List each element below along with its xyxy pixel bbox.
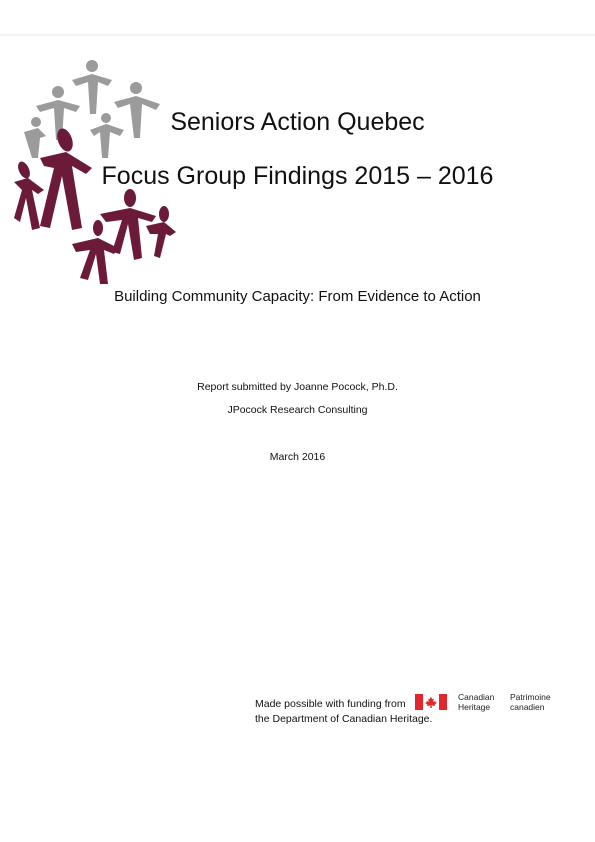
funding-statement [255,697,432,727]
funding-line-2: the Department of Canadian Heritage. [255,713,433,725]
organization-line: JPocock Research Consulting [227,404,368,416]
patrimoine-canadien-wordmark: Patrimoine canadien [510,692,551,712]
report-subtitle: Building Community Capacity: From Evidence to Action [114,288,481,305]
canada-flag-icon [415,694,447,710]
canadian-heritage-wordmark: Canadian Heritage [458,692,495,712]
funding-line-1: Made possible with funding from [255,698,406,710]
report-title-line-1: Seniors Action Quebec [170,108,425,136]
report-title-line-2: Focus Group Findings 2015 – 2016 [101,162,494,190]
page-top-edge [0,0,595,36]
report-date: March 2016 [269,451,326,463]
submitted-by-line: Report submitted by Joanne Pocock, Ph.D. [197,381,398,393]
